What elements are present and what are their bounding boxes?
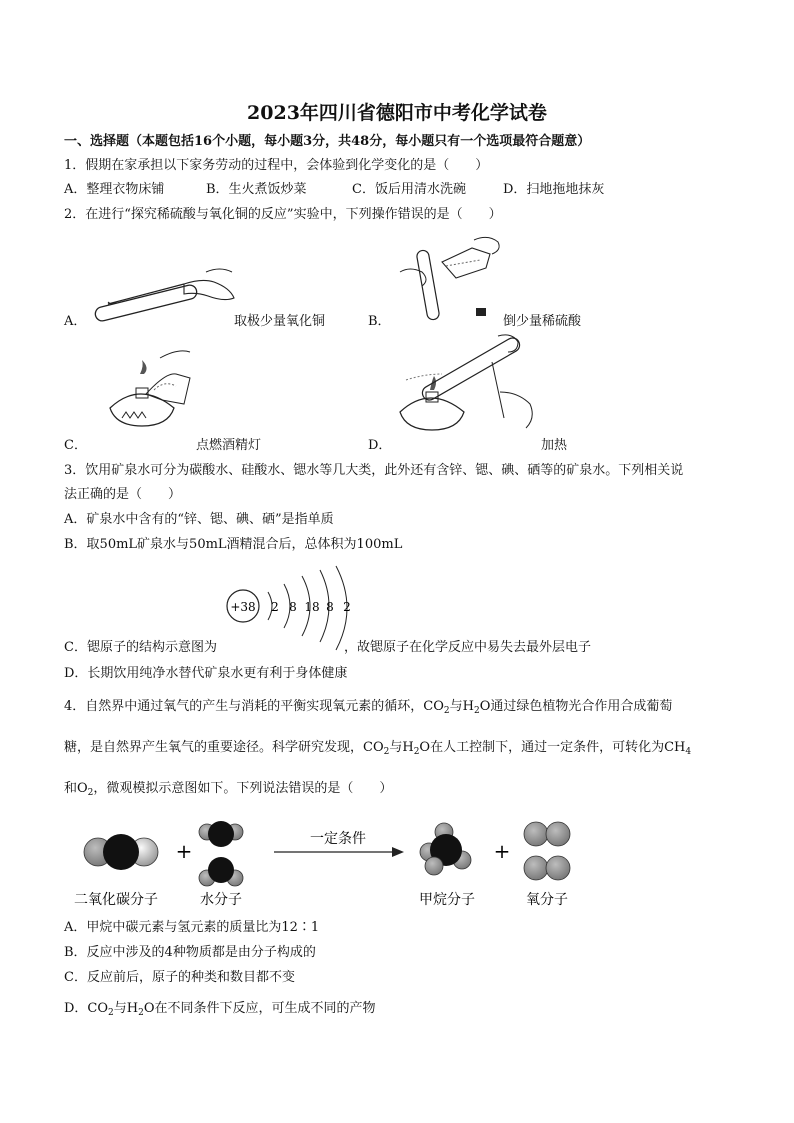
q3-option-c-prefix: C．锶原子的结构示意图为: [64, 640, 217, 655]
q3-option-b[interactable]: B．取50mL矿泉水与50mL酒精混合后，总体积为100mL: [64, 537, 403, 552]
shell-2-count: 8: [289, 600, 297, 614]
water-molecule-1: [199, 821, 243, 847]
q2-option-b-caption: 倒少量稀硫酸: [503, 314, 582, 329]
section-heading: 一、选择题（本题包括16个小题，每小题3分，共48分，每小题只有一个选项最符合题意）: [64, 134, 591, 149]
q4-option-c[interactable]: C．反应前后，原子的种类和数目都不变: [64, 970, 295, 985]
q2-stem: 2．在进行“探究稀硫酸与氧化铜的反应”实验中，下列操作错误的是（ ）: [64, 207, 502, 222]
label-methane: 甲烷分子: [419, 892, 475, 908]
reaction-diagram: [66, 812, 596, 912]
q2-figure-d-heating: [396, 332, 546, 436]
q2-option-c-letter[interactable]: C．: [64, 438, 87, 453]
q3-option-d[interactable]: D．长期饮用纯净水替代矿泉水更有利于身体健康: [64, 666, 348, 681]
q4-option-d[interactable]: D．$CO_2$与$H_2O$在不同条件下反应，可生成不同的产物: [64, 1001, 376, 1018]
q1-stem: 1．假期在家承担以下家务劳动的过程中，会体验到化学变化的是（ ）: [64, 158, 489, 173]
q1-option-c[interactable]: C．饭后用清水洗碗: [352, 182, 466, 197]
q2-figure-b-pouring: [394, 232, 504, 328]
q4-option-a[interactable]: A．甲烷中碳元素与氢元素的质量比为12∶1: [64, 920, 320, 935]
shell-1-count: 2: [271, 600, 279, 614]
q2-option-c-caption: 点燃酒精灯: [196, 438, 262, 453]
oxygen-molecule-2: [524, 856, 570, 880]
q2-option-d-caption: 加热: [541, 438, 568, 453]
q3-option-c-suffix: ，故锶原子在化学反应中易失去最外层电子: [344, 640, 592, 655]
water-molecule-2: [199, 857, 243, 886]
q2-figure-a-spatula: [88, 262, 238, 328]
q3-stem-line2: 法正确的是（ ）: [64, 487, 182, 502]
nucleus-charge: +38: [230, 600, 256, 614]
q4-option-b[interactable]: B．反应中涉及的4种物质都是由分子构成的: [64, 945, 316, 960]
plus-sign-2: +: [493, 839, 511, 863]
label-water: 水分子: [200, 892, 242, 908]
methane-molecule: [420, 823, 471, 875]
q1-option-a[interactable]: A．整理衣物床铺: [64, 182, 165, 197]
co2-molecule: [84, 834, 158, 870]
q4-stem-line2: 糖，是自然界产生氧气的重要途径。科学研究发现，$CO_2$与$H_2O$在人工控制下，通过一定条件，可转化为$CH_4$: [64, 740, 692, 757]
q2-option-b-letter[interactable]: B．: [368, 314, 391, 329]
q3-stem-line1: 3．饮用矿泉水可分为碳酸水、硅酸水、锶水等几大类，此外还有含锌、锶、碘、硒等的矿泉水。下列相关说: [64, 463, 684, 478]
q2-option-a-caption: 取极少量氧化铜: [234, 314, 326, 329]
oxygen-molecule-1: [524, 822, 570, 846]
q1-option-b[interactable]: B．生火煮饭炒菜: [206, 182, 307, 197]
reaction-condition: 一定条件: [310, 831, 366, 847]
label-co2: 二氧化碳分子: [74, 892, 158, 908]
shell-3-count: 18: [304, 600, 320, 614]
shell-5-count: 2: [343, 600, 351, 614]
plus-sign-1: +: [175, 839, 193, 863]
q3-option-a[interactable]: A．矿泉水中含有的“锌、锶、碘、硒”是指单质: [64, 512, 334, 527]
q1-option-d[interactable]: D．扫地拖地抹灰: [503, 182, 605, 197]
strontium-atom-diagram: [226, 566, 356, 654]
q4-stem-line3: 和$O_2$，微观模拟示意图如下。下列说法错误的是（ ）: [64, 781, 393, 798]
q2-figure-c-lighting-lamp: [100, 344, 200, 430]
shell-4-count: 8: [326, 600, 334, 614]
q2-option-d-letter[interactable]: D．: [368, 438, 392, 453]
q4-stem-line1: 4．自然界中通过氧气的产生与消耗的平衡实现氧元素的循环，$CO_2$与$H_2O$通过绿色植物光合作用合成葡萄: [64, 699, 673, 716]
q3-option-c[interactable]: [64, 640, 217, 656]
q2-option-a-letter[interactable]: A．: [64, 314, 87, 329]
page-title: 2023年四川省德阳市中考化学试卷: [247, 102, 547, 124]
label-oxygen: 氧分子: [526, 892, 568, 908]
